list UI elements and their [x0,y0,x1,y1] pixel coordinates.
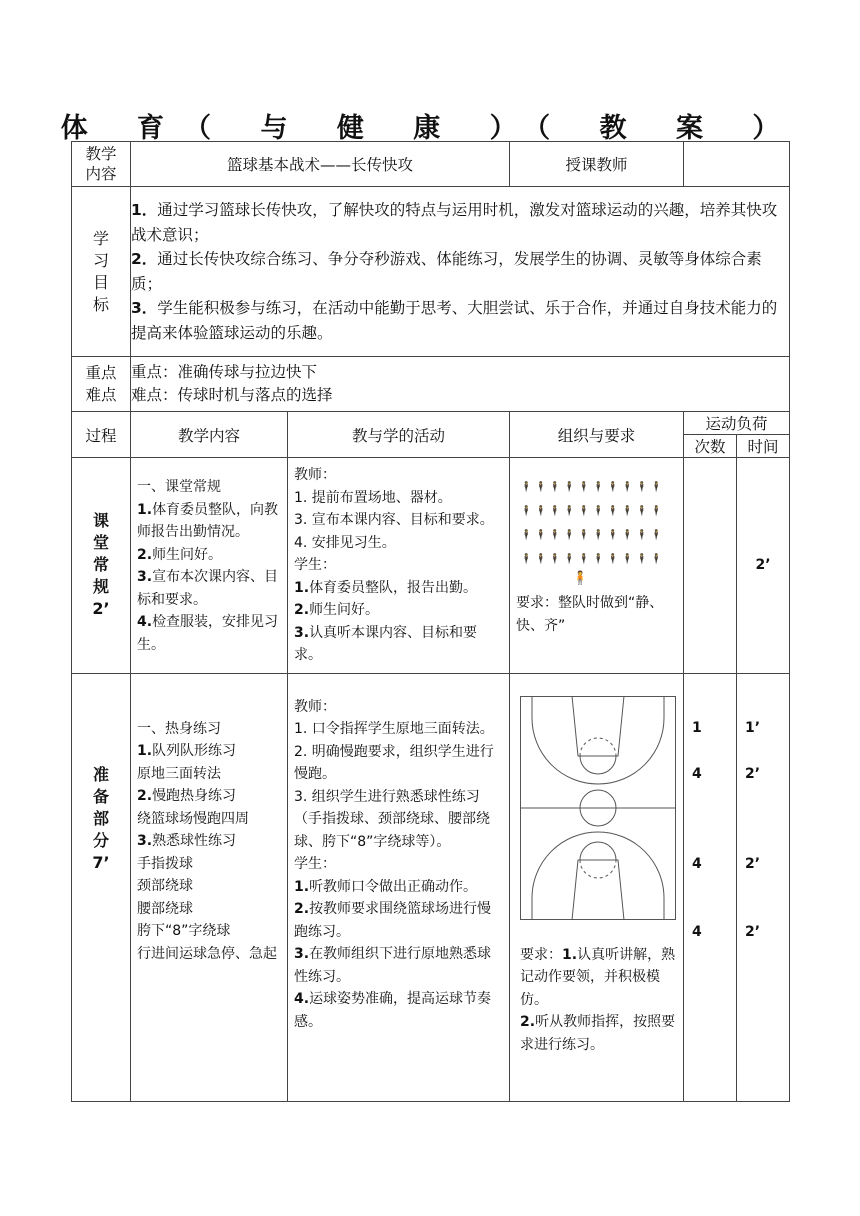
section1-label: 课堂常规 [92,511,109,597]
person-icon: 🕴 [548,482,562,493]
person-icon: 🕴 [635,506,649,517]
goal-item: 2．通过长传快攻综合练习、争分夺秒游戏、体能练习，发展学生的协调、灵敏等身体综合素质； [131,250,762,293]
person-icon: 🕴 [577,506,591,517]
person-icon: 🕴 [534,506,547,517]
section2-times [737,673,790,1101]
count-value: 4 [692,923,702,940]
person-icon: 🕴 [621,506,634,517]
person-icon: 🕴 [563,506,576,517]
count-value: 1 [692,719,702,736]
formation-row [520,554,677,566]
col-load: 运动负荷 [684,412,790,435]
lesson-plan-table [71,141,790,1102]
formation-row [520,482,677,494]
person-icon: 🕴 [520,530,533,541]
person-icon: 🕴 [606,506,620,517]
formation-row [520,506,677,518]
goals-label-cell [72,187,131,357]
teacher-label: 授课教师 [565,156,628,174]
count-value: 4 [692,855,702,872]
person-icon: 🕴 [635,530,649,541]
section1-time: 2’ [737,458,790,674]
basketball-court-diagram [520,696,676,920]
content-label-cell [72,142,131,187]
time-value: 1’ [745,719,761,736]
person-icon: 🕴 [534,530,547,541]
person-icon: 🕴 [635,554,649,565]
person-icon: 🕴 [592,506,605,517]
key-label-cell [72,357,131,412]
person-icon: 🕴 [577,482,591,493]
person-icon: 🕴 [606,530,620,541]
section2-organization [510,673,684,1101]
person-icon: 🕴 [548,530,562,541]
section1-label-cell [72,458,131,674]
key-point: 重点：准确传球与拉边快下 [131,363,318,381]
person-icon: 🕴 [650,530,663,541]
col-content: 教学内容 [131,412,288,458]
person-icon: 🕴 [635,482,649,493]
person-icon: 🕴 [650,506,663,517]
section1-minutes: 2’ [92,599,110,619]
person-icon: 🕴 [606,554,620,565]
person-icon: 🕴 [592,530,605,541]
section2-content: 一、热身练习 1.队列队形练习 原地三面转法 2.慢跑热身练习 绕篮球场慢跑四周 3.熟悉球性练习 手指拨球 颈部绕球 腰部绕球 胯下“8”字绕球 行进间运球急停、急起 [131,673,288,1101]
person-icon: 🕴 [606,482,620,493]
person-icon: 🕴 [548,554,562,565]
col-time: 时间 [737,435,790,458]
person-icon: 🕴 [650,554,663,565]
section1-count [684,458,737,674]
content-label: 教学内容 [85,145,117,183]
col-organization: 组织与要求 [510,412,684,458]
content-value-cell [131,142,510,187]
time-value: 2’ [745,923,761,940]
col-activity: 教与学的活动 [288,412,510,458]
person-icon: 🕴 [548,506,562,517]
person-icon: 🕴 [621,530,634,541]
person-icon: 🕴 [534,482,547,493]
teacher-value-cell [684,142,790,187]
teacher-icon: 🧍 [572,571,589,586]
section1-activity: 教师： 1. 提前布置场地、器材。 3. 宣布本课内容、目标和要求。 4. 安排见习生。 学生： 1.体育委员整队，报告出勤。 2.师生问好。 3.认真听本课内容、目标和要求。 [288,458,510,674]
student-formation [520,482,677,566]
person-icon: 🕴 [577,530,591,541]
count-value: 4 [692,765,702,782]
person-icon: 🕴 [592,554,605,565]
person-icon: 🕴 [621,554,634,565]
person-icon: 🕴 [563,482,576,493]
section1-organization [510,458,684,674]
col-count: 次数 [684,435,737,458]
section2-counts [684,673,737,1101]
person-icon: 🕴 [520,482,533,493]
formation-row [520,530,677,542]
section2-activity: 教师： 1. 口令指挥学生原地三面转法。 2. 明确慢跑要求，组织学生进行慢跑。 3. 组织学生进行熟悉球性练习（手指拨球、颈部绕球、腰部绕球、胯下“8”字绕球等）。 学生： 1.听教师口令做出正确动作。 2.按教师要求围绕篮球场进行慢跑练习。 3.在教师组织下进行原地熟悉球性练习。 4.运球姿势准确，提高运球节奏感。 [288,673,510,1101]
col-process: 过程 [72,412,131,458]
person-icon: 🕴 [520,506,533,517]
person-icon: 🕴 [577,554,591,565]
person-icon: 🕴 [650,482,663,493]
difficulty: 难点：传球时机与落点的选择 [131,386,333,404]
time-value: 2’ [745,765,761,782]
person-icon: 🕴 [563,530,576,541]
key-label: 重点难点 [85,364,117,404]
goal-item: 1．通过学习篮球长传快攻，了解快攻的特点与运用时机，激发对篮球运动的兴趣，培养其快攻战术意识； [131,201,778,244]
person-icon: 🕴 [534,554,547,565]
section2-label-cell [72,673,131,1101]
section1-requirement: 要求：整队时做到“静、快、齐” [516,595,664,634]
section2-requirement: 要求：1.认真听讲解，熟记动作要领，并积极模仿。 2.听从教师指挥，按照要求进行练习。 [520,946,676,1053]
person-icon: 🕴 [621,482,634,493]
time-value: 2’ [745,855,761,872]
person-icon: 🕴 [563,554,576,565]
goals-cell [131,187,790,357]
goals-label: 学习目标 [92,228,109,314]
content-value: 篮球基本战术——长传快攻 [227,156,414,174]
section1-content: 一、课堂常规 1.体育委员整队，向教师报告出勤情况。 2.师生问好。 3.宣布本次课内容、目标和要求。 4.检查服装，安排见习生。 [131,458,288,674]
person-icon: 🕴 [520,554,533,565]
section2-minutes: 7’ [92,852,110,872]
section2-label: 准备部分 [92,764,109,850]
teacher-label-cell [510,142,684,187]
goal-item: 3．学生能积极参与练习，在活动中能勤于思考、大胆尝试、乐于合作，并通过自身技术能力的提高来体验篮球运动的乐趣。 [131,299,778,342]
key-cell [131,357,790,412]
person-icon: 🕴 [592,482,605,493]
page-title: 体 育（ 与 健 康 ）（ 教 案 ） [60,113,800,144]
